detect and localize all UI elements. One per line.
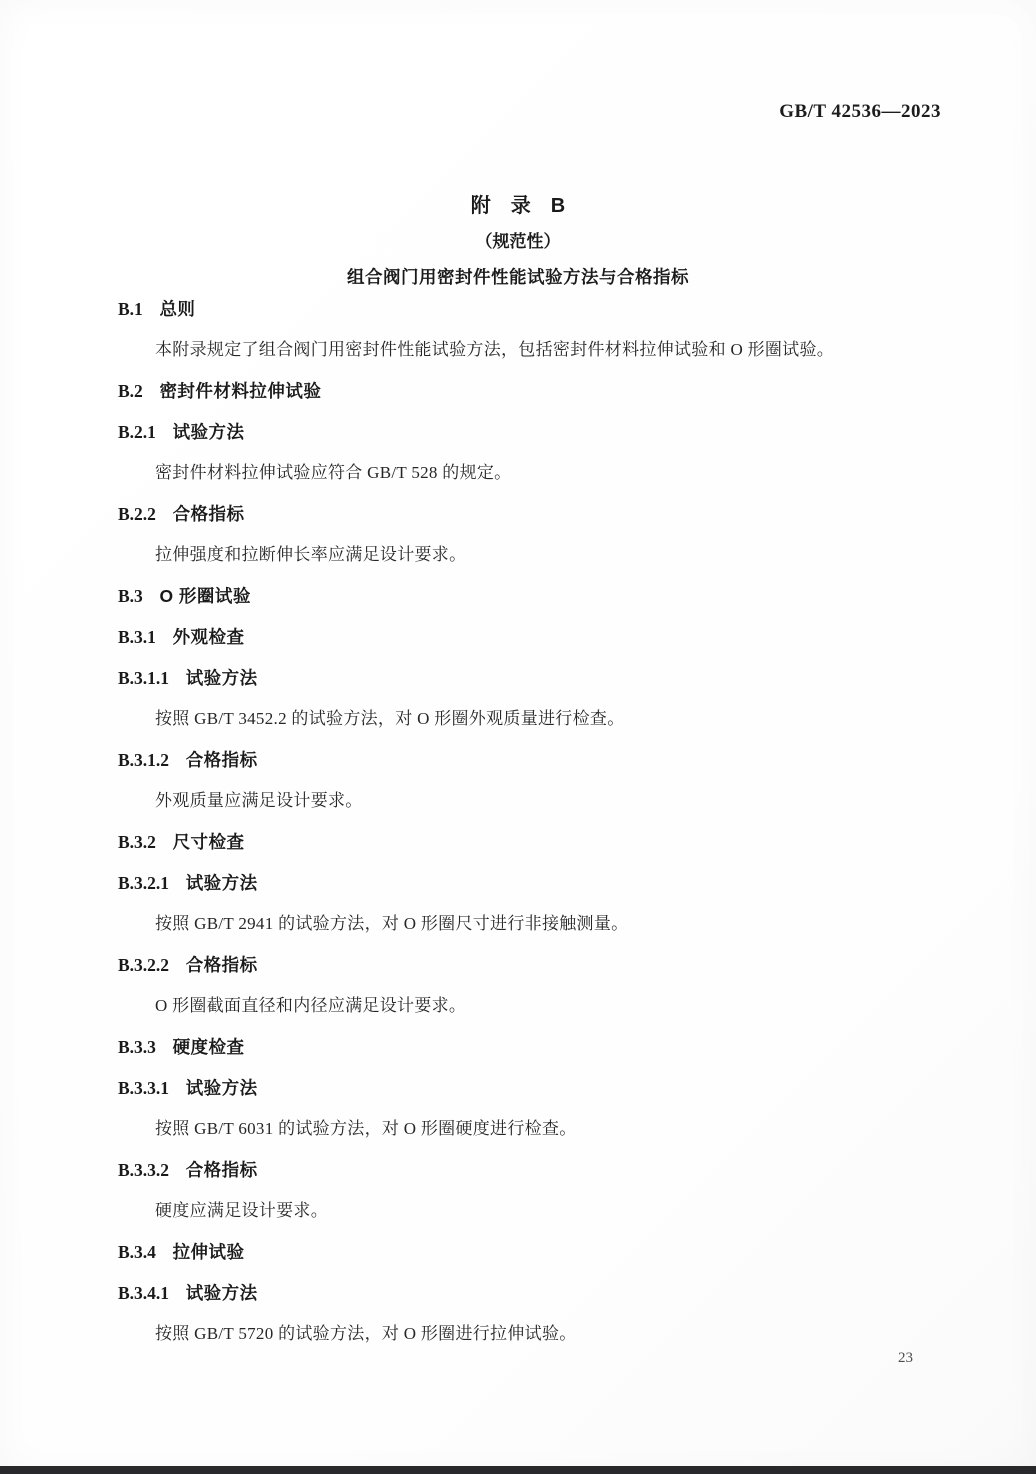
clause-title: 合格指标 [185, 750, 258, 770]
clause-heading [118, 504, 942, 524]
clause-title: 试验方法 [172, 422, 245, 442]
clause-heading [118, 1160, 942, 1180]
clause-heading [118, 422, 942, 442]
clause-paragraph: 拉伸强度和拉断伸长率应满足设计要求。 [155, 545, 467, 564]
clause-heading [118, 832, 942, 852]
page-number: 23 [898, 1350, 913, 1366]
clause-title: 外观检查 [172, 627, 245, 647]
clause-title: 总则 [159, 299, 196, 319]
clause-title: 合格指标 [172, 504, 245, 524]
clause-heading [118, 668, 942, 688]
appendix-normative-label: （规范性） [475, 232, 561, 251]
clause-paragraph: 外观质量应满足设计要求。 [155, 791, 363, 810]
clause-paragraph: 本附录规定了组合阀门用密封件性能试验方法，包括密封件材料拉伸试验和 O 形圈试验。 [155, 340, 835, 359]
clause-title: 合格指标 [185, 955, 258, 975]
clause-heading [118, 299, 942, 319]
clause-heading [118, 750, 942, 770]
clause-heading [118, 1283, 942, 1303]
clause-title: 硬度检查 [172, 1037, 245, 1057]
clause-number: B.3.3.2 [118, 1160, 170, 1180]
clause-title: O 形圈试验 [159, 586, 251, 606]
appendix-subtitle: 组合阀门用密封件性能试验方法与合格指标 [347, 267, 689, 287]
clause-title: 拉伸试验 [172, 1242, 245, 1262]
clause-heading [118, 627, 942, 647]
clause-title: 尺寸检查 [172, 832, 245, 852]
clause-title: 试验方法 [185, 668, 258, 688]
clause-number: B.3.4.1 [118, 1283, 170, 1303]
clause-number: B.3.3.1 [118, 1078, 170, 1098]
sections [118, 299, 942, 1365]
clause-number: B.2.1 [118, 422, 156, 442]
clause-paragraph: 硬度应满足设计要求。 [155, 1201, 328, 1220]
clause-title: 试验方法 [185, 1078, 258, 1098]
clause-heading [118, 1078, 942, 1098]
clause-number: B.3.1.2 [118, 750, 170, 770]
clause-heading [118, 955, 942, 975]
clause-number: B.2 [118, 381, 143, 401]
clause-heading [118, 873, 942, 893]
clause-paragraph: 按照 GB/T 2941 的试验方法，对 O 形圈尺寸进行非接触测量。 [155, 914, 629, 933]
clause-number: B.3.2 [118, 832, 156, 852]
clause-number: B.3.2.1 [118, 873, 170, 893]
clause-title: 试验方法 [185, 1283, 258, 1303]
clause-number: B.3.4 [118, 1242, 156, 1262]
clause-title: 试验方法 [185, 873, 258, 893]
clause-heading [118, 586, 942, 606]
clause-heading [118, 381, 942, 401]
clause-title: 合格指标 [185, 1160, 258, 1180]
clause-paragraph: 密封件材料拉伸试验应符合 GB/T 528 的规定。 [155, 463, 512, 482]
clause-number: B.3.1.1 [118, 668, 170, 688]
clause-number: B.1 [118, 299, 143, 319]
clause-paragraph: O 形圈截面直径和内径应满足设计要求。 [155, 996, 467, 1015]
appendix-title: 附 录 B [470, 195, 566, 217]
clause-number: B.2.2 [118, 504, 156, 524]
clause-number: B.3.1 [118, 627, 156, 647]
clause-paragraph: 按照 GB/T 3452.2 的试验方法，对 O 形圈外观质量进行检查。 [155, 709, 625, 728]
clause-number: B.3.3 [118, 1037, 156, 1057]
standard-code-header: GB/T 42536—2023 [779, 101, 941, 122]
clause-paragraph: 按照 GB/T 5720 的试验方法，对 O 形圈进行拉伸试验。 [155, 1324, 577, 1343]
clause-heading [118, 1242, 942, 1262]
clause-number: B.3.2.2 [118, 955, 170, 975]
clause-paragraph: 按照 GB/T 6031 的试验方法，对 O 形圈硬度进行检查。 [155, 1119, 577, 1138]
clause-heading [118, 1037, 942, 1057]
clause-number: B.3 [118, 586, 143, 606]
clause-title: 密封件材料拉伸试验 [159, 381, 322, 401]
appendix-title-block [0, 189, 1036, 289]
scan-edge-strip [0, 1466, 1036, 1474]
